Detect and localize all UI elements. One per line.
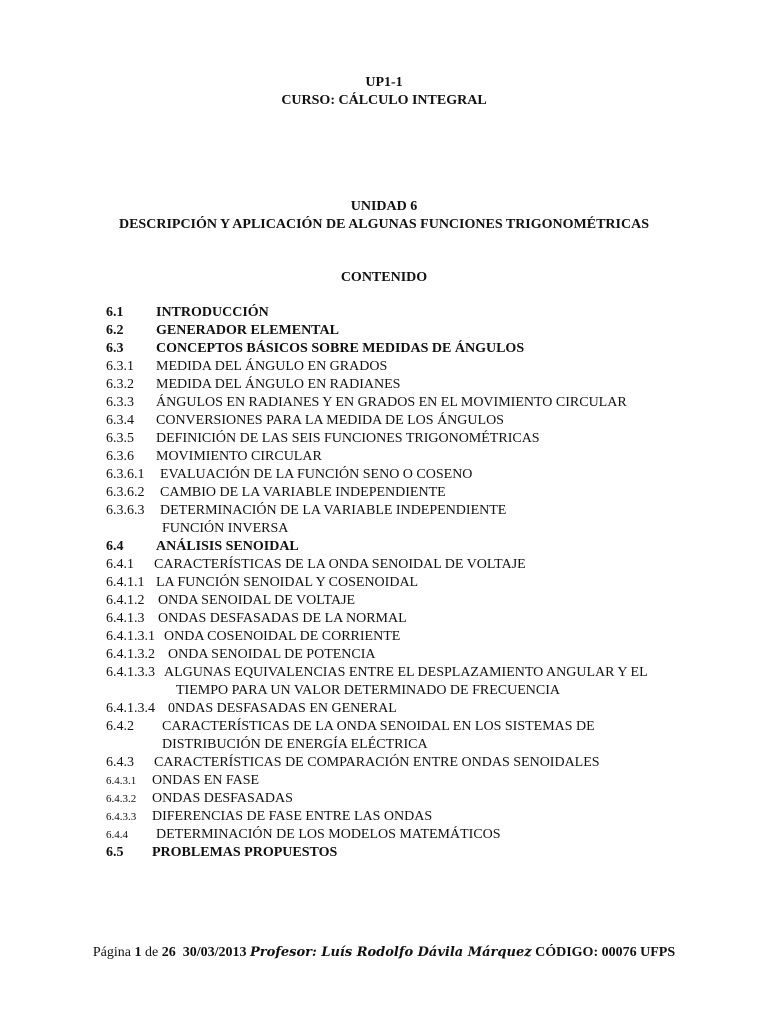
contents-heading: CONTENIDO (340, 270, 428, 285)
toc-text: GENERADOR ELEMENTAL (156, 323, 339, 338)
toc-text: 0NDAS DESFASADAS EN GENERAL (168, 701, 397, 716)
toc-number: 6.4.3.3 (106, 811, 137, 823)
toc-text: ALGUNAS EQUIVALENCIAS ENTRE EL DESPLAZAMIENTO ANGULAR Y EL (164, 665, 648, 680)
toc-text: ONDA SENOIDAL DE VOLTAJE (158, 593, 356, 608)
unit-title: DESCRIPCIÓN Y APLICACIÓN DE ALGUNAS FUNCIONES TRIGONOMÉTRICAS (118, 217, 649, 232)
of-label: de (145, 945, 159, 960)
unit-number: UNIDAD 6 (350, 199, 418, 214)
toc-text: CONVERSIONES PARA LA MEDIDA DE LOS ÁNGULOS (156, 413, 504, 428)
toc-number: 6.3.6 (106, 449, 134, 464)
toc-number: 6.3.5 (106, 431, 134, 446)
toc-text: MEDIDA DEL ÁNGULO EN RADIANES (156, 377, 401, 392)
total-pages: 26 (161, 945, 176, 960)
toc-text: TIEMPO PARA UN VALOR DETERMINADO DE FRECUENCIA (176, 683, 560, 698)
toc-text: DISTRIBUCIÓN DE ENERGÍA ELÉCTRICA (162, 737, 428, 752)
toc-text: ANÁLISIS SENOIDAL (156, 539, 299, 554)
toc-number: 6.5 (106, 845, 124, 860)
toc-text: ONDA COSENOIDAL DE CORRIENTE (164, 629, 401, 644)
page-footer (0, 944, 768, 962)
footer-code: CÓDIGO: 00076 UFPS (535, 945, 676, 960)
page-number: 1 (134, 945, 142, 960)
toc-number: 6.2 (106, 323, 124, 338)
toc-text: EVALUACIÓN DE LA FUNCIÓN SENO O COSENO (160, 467, 473, 482)
toc-number: 6.3.2 (106, 377, 134, 392)
toc-number: 6.4.3 (106, 755, 134, 770)
toc-text: LA FUNCIÓN SENOIDAL Y COSENOIDAL (156, 575, 419, 590)
toc-text: ONDA SENOIDAL DE POTENCIA (168, 647, 376, 662)
toc-number: 6.4.3.2 (106, 793, 137, 805)
professor-name: Profesor: Luís Rodolfo Dávila Márquez (250, 945, 532, 960)
toc-number: 6.4.1.3 (106, 611, 145, 626)
toc-number: 6.3.6.2 (106, 485, 145, 500)
toc-text: PROBLEMAS PROPUESTOS (152, 845, 338, 860)
toc-number: 6.4.1.2 (106, 593, 145, 608)
toc-text: INTRODUCCIÓN (156, 305, 269, 320)
toc-text: CAMBIO DE LA VARIABLE INDEPENDIENTE (160, 485, 446, 500)
toc-number: 6.1 (106, 305, 124, 320)
toc-number: 6.4 (106, 539, 124, 554)
toc-number: 6.3.4 (106, 413, 134, 428)
toc-number: 6.3.6.3 (106, 503, 145, 518)
page-label: Página (92, 945, 131, 960)
toc-number: 6.4.1 (106, 557, 134, 572)
toc-text: DETERMINACIÓN DE LOS MODELOS MATEMÁTICOS (156, 827, 501, 842)
course-title: CURSO: CÁLCULO INTEGRAL (281, 93, 487, 108)
toc-text: CARACTERÍSTICAS DE COMPARACIÓN ENTRE ONDAS SENOIDALES (154, 755, 600, 770)
toc-text: MOVIMIENTO CIRCULAR (156, 449, 322, 464)
toc-number: 6.3.3 (106, 395, 134, 410)
toc-text: CONCEPTOS BÁSICOS SOBRE MEDIDAS DE ÁNGULOS (156, 341, 525, 356)
toc-number: 6.4.1.3.1 (106, 629, 155, 644)
toc-number: 6.4.2 (106, 719, 134, 734)
footer-date: 30/03/2013 (182, 945, 247, 960)
toc-number: 6.4.1.3.4 (106, 701, 155, 716)
toc-number: 6.4.4 (106, 829, 128, 841)
document-code: UP1-1 (365, 75, 403, 90)
toc-text: CARACTERÍSTICAS DE LA ONDA SENOIDAL DE VOLTAJE (154, 557, 526, 572)
toc-number: 6.4.1.3.3 (106, 665, 155, 680)
toc-text: ONDAS DESFASADAS (152, 791, 293, 806)
toc-text: ÁNGULOS EN RADIANES Y EN GRADOS EN EL MOVIMIENTO CIRCULAR (156, 395, 627, 410)
toc-text: DEFINICIÓN DE LAS SEIS FUNCIONES TRIGONOMÉTRICAS (156, 431, 540, 446)
toc-number: 6.4.1.3.2 (106, 647, 155, 662)
toc-text: MEDIDA DEL ÁNGULO EN GRADOS (156, 359, 388, 374)
toc-number: 6.3 (106, 341, 124, 356)
toc-number: 6.3.1 (106, 359, 134, 374)
toc-number: 6.4.3.1 (106, 775, 137, 787)
toc-text: DIFERENCIAS DE FASE ENTRE LAS ONDAS (152, 809, 433, 824)
toc-text: FUNCIÓN INVERSA (162, 521, 289, 536)
toc-text: DETERMINACIÓN DE LA VARIABLE INDEPENDIENTE (160, 503, 507, 518)
toc-text: ONDAS DESFASADAS DE LA NORMAL (158, 611, 407, 626)
toc-number: 6.3.6.1 (106, 467, 145, 482)
toc-text: ONDAS EN FASE (152, 773, 260, 788)
toc-number: 6.4.1.1 (106, 575, 145, 590)
toc-text: CARACTERÍSTICAS DE LA ONDA SENOIDAL EN LOS SISTEMAS DE (162, 719, 595, 734)
